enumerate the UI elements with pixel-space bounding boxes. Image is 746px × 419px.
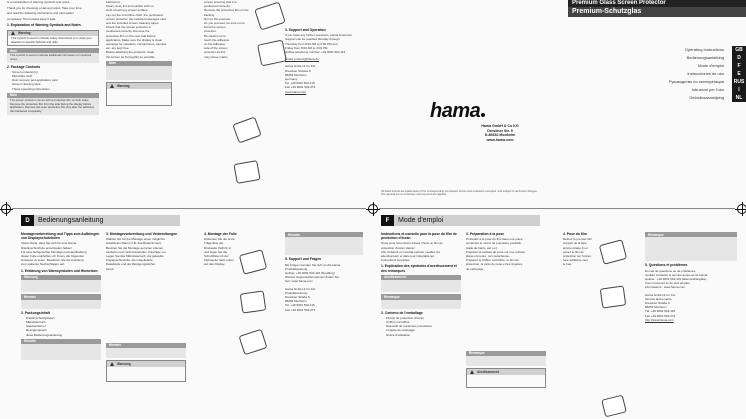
intro-line: and read the following instructions and information [7, 11, 74, 16]
text-line: Hinweise zu lesen. Bewahren Sie die Anleitung [21, 258, 84, 263]
text-line: instructions suivantes. [381, 258, 411, 263]
section-heading: 1. Explication des symboles d'avertissement et des remarques [381, 264, 457, 273]
list-item: • Notice d'utilisation [386, 333, 461, 337]
list-item: • These operating instructions [12, 87, 99, 91]
note-label: Hinweis [285, 232, 363, 237]
top-mid-panel [106, 0, 172, 196]
text-line: film for this purpose. [204, 16, 232, 21]
text-line: Vielen Dank, dass Sie sich für eine Hama [21, 241, 77, 246]
note-label: Note [7, 93, 99, 98]
section-heading: 5. Questions et problèmes [645, 263, 688, 268]
footer-text: All listed brands are trademarks of the corresponding companies. Errors and omissions excepted, and subject to technical changes. Our general terms of delivery and payment are applied. [381, 190, 538, 197]
text-line: Clean, dust, lint and surface with no [106, 4, 154, 9]
text-line: protector as this [204, 50, 226, 55]
warning-label: Avertissement [381, 275, 461, 280]
de-col1 [21, 230, 101, 419]
text-line: Vous trouverez ici de plus amples [645, 281, 690, 286]
text-line: Displayschutzfolie entschieden haben! [21, 245, 73, 250]
text-line: the screen as thoroughly as possible. [106, 54, 156, 59]
text-line: protection, la carte de pose et les lingettes [466, 262, 523, 267]
warning-icon [110, 84, 114, 88]
text-line: Préparez le chiffon microfibre, le film de [466, 258, 519, 263]
language-label: Руководство по эксплуатации [668, 79, 724, 84]
warning-label: Avertissement [477, 369, 499, 374]
registration-mark [1, 204, 11, 214]
text-line: Klebeseite nach unten [204, 258, 234, 263]
text-line: 86653 Monheim [285, 299, 307, 304]
text-line: Tel. +49 9091 502-115 [285, 81, 315, 86]
hama-logo [430, 100, 485, 123]
text-line: bereit. [106, 266, 115, 271]
text-line: bathroom). [106, 0, 121, 4]
warning-label: Warnung [21, 275, 101, 280]
warning-text: This symbol is used to indicate safety instructions or to draw your attention to specific hazards and risks. [11, 35, 92, 44]
top-support-panel [285, 26, 355, 196]
section-heading: 2. Packungsinhalt [21, 310, 50, 315]
text-line: informations : www.hama.com [645, 285, 686, 290]
fr-col2 [466, 230, 546, 419]
text-line: Hama GmbH & Co KG [285, 286, 316, 291]
text-line: Dresdner Strasse 9 [285, 68, 311, 73]
text-line: support de la face [563, 241, 587, 246]
text-line: Hama GmbH & Co KG [285, 64, 316, 69]
language-label: Mode d'emploi [698, 63, 724, 68]
text-line: protection sur l'écran, [563, 254, 592, 259]
note-label: Hinweis [106, 343, 186, 348]
package-list [21, 316, 101, 337]
list-item: • Film(s) de protection d'écran [386, 316, 461, 320]
text-line: Hotline: +49 9091 502-115 (Deu/Eng) [285, 271, 335, 275]
phone-illustration [256, 40, 286, 68]
text-line: Fax +49 9091 502-272 [285, 85, 316, 90]
text-line: arrière (étape 1) et [563, 245, 588, 250]
text-line: Entfernen Sie die erste [204, 237, 235, 242]
warning-icon [11, 31, 15, 35]
text-line: hier: www.hama.com [285, 279, 313, 284]
warning-icon [470, 370, 474, 374]
note-label: Remarque [381, 294, 461, 299]
section-heading: 5. Support und Fragen [285, 257, 322, 262]
warning-label: Warning [18, 31, 31, 36]
text-line: attentivement et dans leur intégralité les [381, 254, 435, 259]
logo-text: hama [430, 100, 481, 122]
list-item: • Dust remover and application card [12, 78, 99, 82]
language-label: Istruzioni per l'uso [691, 87, 724, 92]
text-line: Hotline : +49 9091 502-115 (allemand/anglais) [645, 277, 707, 281]
section-heading: 3. Montagevorbereitung und Vorbereitungen [106, 232, 178, 236]
note-label: Hinweis [21, 339, 101, 344]
text-line: positioned correctly. [204, 4, 231, 9]
text-line: Tel. +49 9091 502-115 [285, 303, 315, 308]
text-line: posez le film de [563, 249, 584, 254]
text-line: Support can be reached Monday through [285, 37, 340, 42]
phone-illustration [238, 250, 268, 276]
text-line: Email: product@hama.de [285, 57, 319, 62]
language-tab[interactable]: F [732, 62, 746, 70]
text-line: Check that the screen protector is [106, 25, 151, 30]
text-line: Thursday from 8:00 AM to 6:00 PM and [285, 41, 338, 46]
cover-subtitle: Premium-Schutzglas [572, 8, 642, 15]
section-heading: 2. Package Contents [7, 64, 41, 69]
cover-subtitle-bar [568, 7, 746, 17]
text-line: and the included screen cleaning wipes. [106, 21, 160, 26]
package-list [381, 316, 461, 337]
text-line: Tél. +49 9091 502-115 [645, 309, 676, 314]
registration-mark [737, 204, 746, 214]
text-line: contenant le moins de poussière possible [466, 241, 522, 246]
text-line: Trägerfolie der [204, 241, 224, 246]
list-item: • Lingette de nettoyage [386, 328, 461, 332]
section-heading: 3. Préparation à la pose [466, 232, 505, 236]
company-web: www.hama.com [486, 137, 514, 142]
section-heading: 2. Contenu de l'emballage [381, 310, 423, 315]
text-line: Remove the protective film on the backing [204, 8, 249, 17]
banner-title: Bedienungsanleitung [34, 215, 180, 226]
text-line: le bas. [563, 262, 572, 267]
language-tab[interactable]: GB [732, 46, 746, 54]
warning-icon [110, 362, 114, 366]
text-line: Legen Sie das Mikrofasertuch, die gekaufte [106, 254, 164, 259]
text-line: Before attaching the protector, clean [106, 50, 155, 55]
language-tab[interactable]: RUS [733, 78, 745, 85]
intro-line: completely. Then please keep it safe. [7, 17, 57, 22]
list-item: • diese Bedienungsanleitung [26, 333, 101, 337]
package-list [7, 70, 99, 91]
section-heading: Instructions et conseils pour la pose du film de protection d'écran [381, 232, 457, 241]
cover-title-bar [568, 0, 746, 7]
warning-label: Warning [117, 83, 130, 88]
text-line: Germany [285, 77, 298, 82]
text-line: positioned correctly. Remove the [106, 29, 150, 34]
de-col4 [285, 230, 363, 419]
text-line: Nous vous remercions d'avoir choisi un film de [381, 241, 443, 246]
logo-dot [481, 113, 485, 117]
text-line: Für eine fachgerechte Montage und Handhabung [21, 249, 87, 254]
text-line: 86653 Monheim [285, 72, 307, 77]
text-line: Procédez à la pose du film dans une pièce [466, 237, 523, 242]
text-line: auf das Display. [204, 262, 226, 267]
text-line: If you have any further questions, Hama Customer [285, 33, 353, 38]
text-line: screen ensuring that it is [204, 0, 237, 4]
list-item: • Screen cleaning wipe [12, 82, 99, 86]
text-line: Dresdner Straße 9 [285, 295, 310, 300]
phone-illustration [600, 395, 628, 417]
phone-illustration [255, 2, 285, 30]
fold-line [379, 208, 735, 209]
text-line: Wählen Sie für die Montage einen möglichst [106, 237, 165, 242]
text-line: Rückseite (Schritt 1) [204, 245, 232, 250]
text-line: Préparez la surface de pose sur une surface [466, 249, 526, 254]
top-left-panel [7, 0, 99, 196]
phone-illustration [238, 290, 268, 316]
registration-mark [368, 204, 378, 214]
text-line: Bereiten Sie die Montage auf einer ebenen, [106, 245, 164, 250]
language-tab[interactable]: E [732, 70, 746, 78]
text-line: und legen Sie die [204, 249, 228, 254]
text-line: side of the screen [204, 46, 228, 51]
text-line: staubfreien Raum (z.B. das Badezimmer). [106, 241, 162, 246]
text-line: Friday from 8:00 AM to 4:00 PM. [285, 45, 329, 50]
cover-title: Premium Glass Screen Protector [572, 0, 666, 6]
language-label: Bedienungsanleitung [686, 55, 724, 60]
warning-label: Warnung [117, 361, 131, 366]
note-label: Remarque [466, 351, 546, 356]
language-label: Gebruiksaanwijzing [689, 95, 724, 100]
text-line: Hama GmbH & Co KG [645, 292, 676, 297]
language-label: Instrucciones de uso [687, 71, 724, 76]
fr-col4 [645, 230, 737, 419]
note-label: Remarque [645, 232, 737, 237]
warning-box [106, 82, 172, 105]
intro-line: Thank you for choosing a Hama product. Take your time [7, 5, 82, 10]
text-line: protective film on the rear side before [106, 33, 156, 38]
text-line: Produktberatung. [285, 266, 309, 271]
de-col2 [106, 230, 186, 419]
warning-box [106, 360, 186, 381]
phone-illustration [232, 118, 262, 144]
text-line: protector. [204, 29, 217, 34]
section-heading: 4. Pose du film [563, 232, 587, 236]
text-line: cloth covering a screen surface. [106, 8, 149, 13]
list-item: • Displayschutzglas(er) [26, 316, 101, 320]
text-line: de nettoyage. [466, 266, 485, 271]
section-heading: Montagevorbereitung und Tipps zum Aufbringen von Displayschutzfolien [21, 232, 100, 241]
text-line: face adhésive vers [563, 258, 589, 263]
text-line: 86653 Monheim [645, 305, 667, 310]
section-heading: 3. Support and Operation [285, 28, 326, 32]
language-tab[interactable]: D [732, 54, 746, 62]
text-line: Dresdner Straße 9 [645, 301, 670, 306]
text-line: application. Make sure the display is clean [106, 37, 163, 42]
section-heading: 4. Montage der Folie [204, 232, 237, 236]
list-item: • Screen protector(s) [12, 70, 99, 74]
list-item: • Chiffon microfibre [386, 320, 461, 324]
note-text: This symbol is used to indicate additional information or important notes. [7, 53, 99, 62]
text-line: Fax +49 9091 502-272 [645, 313, 676, 318]
text-line: sauberen und nicht fusselnden Unterlage vor. [106, 249, 167, 254]
text-line: Schutzfolie mit der [204, 254, 229, 259]
text-line: may cause marks. [204, 54, 229, 59]
section-banner-de [21, 215, 181, 226]
text-line: touch the adhesive [204, 37, 230, 42]
language-label: Operating Instructions [684, 47, 724, 52]
phone-illustration [598, 240, 628, 266]
text-line: Produktberatung [285, 290, 308, 295]
section-heading: 1. Erklärung von Warnsymbolen und Hinweisen [21, 268, 98, 273]
text-line: etc. are kept free. [106, 46, 130, 51]
language-code: D [21, 215, 34, 226]
banner-title: Mode d'emploi [394, 215, 540, 226]
company-city: D-86652 Monheim [484, 133, 516, 138]
text-line: www.hama.com [285, 89, 307, 94]
note-label: Hinweis [21, 294, 101, 299]
text-line: plane et propre, non pelucheuse. [466, 254, 510, 259]
company-name: Hama GmbH & Co KG [481, 124, 519, 128]
warning-box [466, 368, 546, 387]
section-banner-fr [381, 215, 541, 226]
text-line: protection d'écran Hama ! [381, 245, 416, 250]
language-tab[interactable]: NL [732, 94, 746, 102]
note-text: The screen protector comes with a protective film on both sides. Remove the protective film from the side facing the display before application. Remove the outer protective film only after the adhesive has hardened completely. [7, 98, 99, 114]
intro-line: is a combination of warning symbols and notes. [7, 0, 71, 4]
text-line: dieser Folie empfehlen wir Ihnen, die folgenden [21, 254, 85, 259]
phone-illustration [598, 285, 628, 311]
language-tab[interactable]: I [732, 86, 746, 94]
text-line: openings for speakers, microphones, camera, [106, 42, 167, 47]
list-item: • Microfibre cloth [12, 74, 99, 78]
fr-col1 [381, 230, 461, 419]
note-label: Note [106, 61, 172, 66]
text-line: (salle de bains, par ex.). [466, 245, 499, 250]
phone-illustration [232, 160, 262, 186]
text-line: Bei Fragen wenden Sie sich an die Hama [285, 262, 341, 267]
text-line: En cas de questions ou de problèmes, [645, 268, 697, 273]
section-heading: 1. Explanation of Warning Symbols and Notes [7, 23, 81, 28]
brand-address [470, 124, 530, 154]
list-item: • Reinigungstuch [26, 328, 101, 332]
language-code: F [381, 215, 394, 226]
text-line: Weitere Supportinformationen finden Sie [285, 275, 339, 280]
list-item: • Dispositif de retrait des poussières [386, 324, 461, 328]
language-index [568, 46, 746, 102]
text-line: Rakelkarte und die Reinigungstücher [106, 262, 156, 267]
company-street: Dresdner Str. 9 [487, 128, 513, 133]
text-line: Hotline telephone number: +49 9091 502-115 [285, 50, 346, 55]
text-line: Be careful not to [204, 33, 226, 38]
text-line: on the adhesive [204, 42, 226, 47]
text-line: Displayschutzfolie, die mitgelieferte [106, 258, 153, 263]
text-line: Lay out the microfibre cloth, the purchased [106, 12, 163, 17]
text-line: Service après-vente [645, 296, 672, 301]
list-item: • Staubentferner [26, 324, 101, 328]
fold-line [12, 208, 366, 209]
legal-footer [381, 190, 541, 200]
note-label: Note [7, 48, 99, 53]
text-line: zum späteren Nachschlagen auf. [21, 262, 65, 267]
text-line: Retirez le premier film [563, 237, 593, 242]
text-line: As you proceed, be sure not to bend the screen [204, 21, 245, 30]
text-line: Afin d'obtenir un résultat optimal, veuillez lire [381, 249, 441, 254]
text-line: veuillez contacter le service après-vente Hama. [645, 272, 709, 277]
list-item: • Mikrofasertuch [26, 320, 101, 324]
warning-box [7, 30, 99, 47]
text-line: screen protector, the included squeegee card [106, 16, 167, 21]
phone-illustration [238, 330, 268, 356]
text-line: Fax +49 9091 502-272 [285, 307, 316, 312]
text-line: http://www.hama.com [645, 317, 674, 322]
